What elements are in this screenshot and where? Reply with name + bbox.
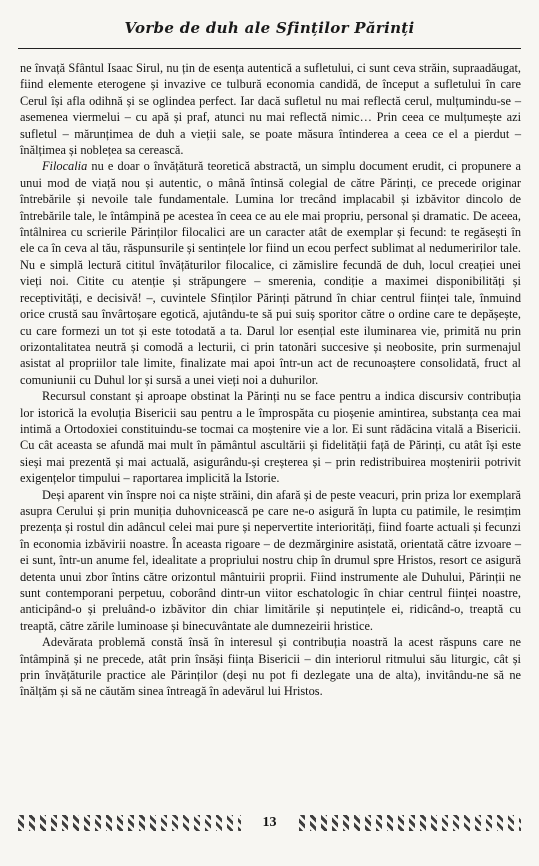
paragraph	[20, 634, 521, 700]
page-number: 13	[262, 815, 277, 830]
right-ornament-icon	[299, 815, 522, 831]
paragraph	[20, 388, 521, 486]
paragraph	[20, 60, 521, 158]
italic-text: Filocalia	[42, 159, 88, 174]
page-footer	[18, 812, 521, 834]
paragraph	[20, 158, 521, 388]
body-text	[20, 60, 521, 700]
paragraph-text: Deși aparent vin înspre noi ca niște străini, din afară și de peste veacuri, prin priza lor exemplară asupra Cerului și prin muniția duhovnicească pe care ne-o asigură în lupta cu patimile, le resimțim prezența și rostul din adâncul celei mai pure și nepervertite interiorități, fiind foarte actuali și fecunzi în economia izbăvirii noastre. În aceasta rigoare – de dezmărginire asistată, orientată către izvoare – ei sunt, într-un anume fel, idealitate a propriului nostru chip în drumul spre Hristos, resort ce asigură detenta unui zbor întins către orizontul mântuirii proprii. Fiind instrumente ale Duhului, Părinții ne sunt contemporani perpetuu, coborând dintr-un viitor eschatologic în chiar centrul ființei noastre, anticipând-o și preluând-o izbăvitor din chiar limitările și neputințele ei, ridicând-o, treaptă cu treaptă, către zările luminoase și binecuvântate ale dumnezeirii hristice.	[20, 487, 521, 633]
paragraph-text: nu e doar o învățătură teoretică abstractă, un simplu document erudit, ci propunere a unui mod de viață nou și autentic, o mână întinsă colegial de către Părinți, ce precede originar întrebările și nevoile tale fundamentale. Lumina lor trecând implacabil și izbăvitor dincolo de întrebările tale, le întâmpină pe acestea în ceea ce au ele mai propriu, personal și dramatic. De aceea, întâlnirea cu scrierile Părinților filocalici are un caracter atât de exemplar și fecund: te regăsești în ele ca în ceva al tău, răspunsurile și sentințele lor fiind un ecou perfect sublimat al nedumeririlor tale. Nu e simplă lectură cititul învățăturilor filocalice, ci zămislire fecundă de duh, locul creației unei vieți noi. Citite cu atenție și străpungere – smerenia, condiție a maximei disponibilități și receptivități, e decisivă! –, cuvintele Sfinților Părinți pătrund în chiar centrul ființei tale, înmuind orice crustă sau învârtoșare egotică, ajutându-te să pui suiș sporitor către o ordine care te depășește, cu care formezi un tot și este totodată a ta. Darul lor esențial este iluminarea vie, primită nu prin orizontalitatea neutră și comodă a lecturii, ci prin tatonări succesive și neobosite, prin surmenajul asistat al propriilor tale limite, finalizate mai apoi într-un act de recunoaștere consolidată, fruct al comuniunii cu Duhul lor și sursă a unei vieți noi a duhurilor.	[20, 159, 521, 387]
paragraph	[20, 487, 521, 635]
left-ornament-icon	[18, 815, 241, 831]
paragraph-text: Adevărata problemă constă însă în interesul și contribuția noastră la acest răspuns care ne întâmpină și ne precede, atât prin însăși ființa Bisericii – din interiorul ritmului său liturgic, cât și prin învățăturile practice ale Părinților (deși nu pot fi dezlegate una de alta), invitându-ne să ne înălțăm și să ne căutăm sinea întreagă în adevărul lui Hristos.	[20, 635, 521, 699]
paragraph-text: ne învață Sfântul Isaac Sirul, nu țin de esența autentică a sufletului, ci sunt ceva străin, supraadăugat, fiind elemente eterogene și invazive ce tulbură economia candidă, de început a sufletului în care Cerul își afla odihnă și se oglindea perfect. Iar dacă sufletul nu mai reflectă cerul, mulțumindu-se – asemenea viermelui – cu apă și praf, atunci nu mai reflectă nimic… Prin ceea ce mulțumește azi sufletul – mărunțimea de duh a vieții sale, se poate măsura întinderea a ceea ce el a pierdut – înălțimea și noblețea sa cerească.	[20, 61, 521, 158]
paragraph-text: Recursul constant și aproape obstinat la Părinți nu se face pentru a indica discursiv contribuția lor istorică la evoluția Bisericii sau pentru a le împrospăta cu pioșenie amintirea, substanța cea mai intimă a Ortodoxiei constituindu-se tocmai ca moștenire vie a lor. Ei sunt rădăcina vitală a Bisericii. Cu cât aceasta se afundă mai mult în pământul ascultării și fidelității față de Părinți, cu atât își este sieși mai prezentă și mai actuală, asigurându-și creșterea și – prin redistribuirea moștenirii potrivit exigențelor timpului – raportarea implicită la Istorie.	[20, 389, 521, 486]
running-header-title: Vorbe de duh ale Sfinților Părinți	[124, 19, 415, 37]
running-header	[18, 14, 521, 49]
